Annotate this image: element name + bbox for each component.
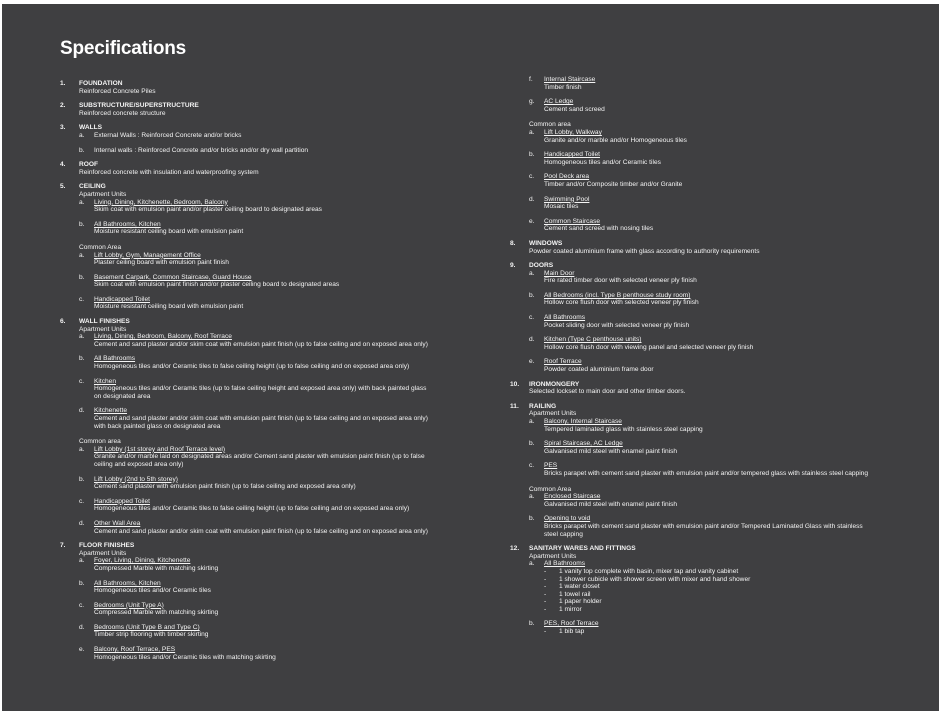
item-text: Timber finish (544, 83, 582, 91)
bullet-text: 1 water closet (559, 583, 600, 591)
item-text: External Walls : Reinforced Concrete and/or bricks (94, 131, 242, 139)
item-letter: e. (529, 358, 535, 366)
section-number: 1. (60, 80, 66, 87)
spec-item (529, 560, 870, 613)
item-text: Cement and sand plaster and/or skim coat with emulsion paint finish (up to false ceiling and on exposed area only) (94, 527, 428, 535)
item-text: Moisture resistant ceiling board with emulsion paint (94, 303, 244, 311)
item-body (94, 498, 430, 513)
spec-item (529, 218, 870, 233)
item-heading: All Bathrooms, Kitchen (94, 220, 161, 228)
bullet-text: 1 shower cubicle with shower screen with mixer and hand shower (559, 575, 751, 583)
item-letter: b. (529, 620, 535, 628)
item-heading: AC Ledge (544, 98, 574, 106)
spec-item (529, 493, 870, 508)
item-heading: Lift Lobby, Gym, Management Office (94, 251, 201, 259)
item-letter: e. (79, 646, 85, 654)
item-heading: Basement Carpark, Common Staircase, Guard House (94, 273, 252, 281)
bullet-line (544, 591, 870, 599)
item-heading: Pool Deck area (544, 173, 590, 181)
spec-item (79, 199, 430, 214)
item-body (94, 355, 430, 370)
spec-item (529, 196, 870, 211)
spec-item (79, 602, 430, 617)
item-letter: c. (79, 377, 85, 385)
specifications-page (2, 4, 939, 711)
spec-item (529, 314, 870, 329)
section-title: SANITARY WARES AND FITTINGS (529, 545, 636, 553)
item-heading: Bedrooms (Unit Type A) (94, 601, 164, 609)
group-label: Common area (79, 438, 121, 446)
item-body (94, 147, 430, 155)
item-text: Internal walls : Reinforced Concrete and/or bricks and/or dry wall partition (94, 146, 309, 154)
section-number: 7. (60, 542, 66, 550)
section-number: 11. (510, 402, 519, 410)
item-heading: Handicapped Toilet (94, 295, 150, 303)
bullet-line (544, 568, 870, 576)
bullet-text: 1 mirror (559, 605, 582, 613)
item-letter: g. (529, 98, 535, 106)
item-text: Homogeneous tiles and/or Ceramic tiles to false ceiling height (up to false ceiling and on exposed area only) (94, 363, 410, 371)
spec-section (510, 262, 870, 374)
item-body (94, 333, 430, 348)
item-text: Homogeneous tiles and/or Ceramic tiles (544, 158, 661, 166)
item-letter: b. (529, 515, 535, 523)
item-body (94, 199, 430, 214)
item-text: Cement and sand plaster and/or skim coat with emulsion paint finish (up to false ceiling and on exposed area only) with back painted glass on designated area (94, 415, 428, 430)
item-body (94, 296, 430, 311)
item-heading: Kitchenette (94, 407, 127, 415)
item-text: Bricks parapet with cement sand plaster with emulsion paint and/or Tempered Laminated Glass with stainless steel capping (544, 522, 863, 538)
group-label: Apartment Units (79, 549, 127, 557)
spec-section (60, 318, 430, 535)
item-body (544, 620, 870, 635)
item-body (94, 476, 430, 491)
item-body (94, 274, 430, 289)
spec-item (79, 221, 430, 236)
spec-item (529, 515, 870, 538)
section-body (529, 381, 870, 396)
item-body (94, 221, 430, 236)
item-text: Hollow core flush door with viewing panel and selected veneer ply finish (544, 343, 754, 351)
item-body (544, 314, 870, 329)
bullet-text: 1 vanity top complete with basin, mixer tap and vanity cabinet (559, 567, 739, 575)
item-text: Homogeneous tiles and/or Ceramic tiles (up to false ceiling height and exposed area only) with back painted glass on designated area (94, 385, 427, 400)
item-letter: a. (529, 418, 535, 425)
section-title: WALLS (79, 124, 103, 132)
item-body (544, 440, 870, 455)
spec-group (79, 550, 430, 662)
spec-section (510, 545, 870, 636)
bullet-text: 1 towel rail (559, 590, 591, 598)
item-letter: d. (79, 519, 85, 527)
spec-item (79, 557, 430, 572)
item-heading: Foyer, Living, Dining, Kitchenette (94, 557, 191, 565)
spec-item (79, 378, 430, 401)
item-text: Timber and/or Composite timber and/or Granite (544, 180, 683, 188)
item-body (94, 407, 430, 430)
item-heading: Swimming Pool (544, 195, 590, 203)
spec-item (529, 151, 870, 166)
spec-section (60, 183, 430, 311)
spec-item (79, 355, 430, 370)
group-label: Apartment Units (79, 325, 127, 333)
section-title: DOORS (529, 262, 554, 270)
bullet-dash: - (544, 567, 547, 575)
section-body (79, 161, 430, 176)
item-letter: b. (79, 273, 85, 281)
spec-item (79, 446, 430, 469)
right-column (510, 76, 870, 643)
spec-item (529, 462, 870, 477)
spec-item (529, 418, 870, 433)
section-body (529, 262, 870, 374)
section-body (79, 183, 430, 311)
section-number: 5. (60, 183, 66, 191)
spec-item (79, 296, 430, 311)
spec-group (529, 486, 870, 539)
section-title: WALL FINISHES (79, 318, 130, 326)
spec-group (529, 410, 870, 477)
bullet-text: 1 bib tap (559, 628, 585, 636)
item-text: Homogeneous tiles and/or Ceramic tiles (94, 587, 211, 595)
spec-item (529, 129, 870, 144)
item-text: Plaster ceiling board with emulsion paint finish (94, 259, 229, 267)
item-body (544, 129, 870, 144)
bullet-dash: - (544, 590, 547, 598)
spec-group (529, 121, 870, 233)
spec-section (510, 240, 870, 255)
item-heading: PES, Roof Terrace (544, 620, 599, 628)
item-text: Cement and sand plaster and/or skim coat with emulsion paint finish (up to false ceiling and on exposed area only) (94, 340, 428, 348)
item-text: Galvanised mild steel with enamel paint finish (544, 447, 678, 455)
item-heading: PES (544, 462, 558, 470)
item-letter: c. (79, 601, 85, 609)
section-title: SUBSTRUCTURE/SUPERSTRUCTURE (79, 102, 199, 110)
item-body (544, 336, 870, 351)
item-heading: Living, Dining, Kitchenette, Bedroom, Balcony (94, 198, 228, 206)
item-heading: Lift Lobby, Walkway (544, 128, 602, 136)
item-letter: c. (79, 295, 85, 303)
item-letter: c. (529, 462, 535, 470)
item-body (544, 218, 870, 233)
item-letter: b. (529, 291, 535, 299)
item-letter: a. (529, 128, 535, 136)
section-number: 12. (510, 545, 520, 553)
section-number: 10. (510, 380, 520, 388)
item-text: Timber strip flooring with timber skirting (94, 631, 209, 639)
item-heading: Common Staircase (544, 217, 601, 225)
group-label: Apartment Units (529, 552, 577, 560)
section-title: IRONMONGERY (529, 380, 580, 388)
item-body (94, 520, 430, 535)
item-letter: a. (529, 493, 535, 501)
section-body (79, 542, 430, 661)
bullet-line (544, 606, 870, 614)
item-heading: Enclosed Staircase (544, 493, 601, 501)
spec-item (79, 624, 430, 639)
item-body (544, 292, 870, 307)
item-letter: f. (529, 76, 533, 83)
item-heading: All Bathrooms (544, 560, 586, 568)
item-body (94, 252, 430, 267)
group-label: Common Area (79, 243, 122, 251)
group-label: Apartment Units (529, 410, 577, 418)
bullet-dash: - (544, 575, 547, 583)
item-text: Fire rated timber door with selected veneer ply finish (544, 277, 697, 285)
item-letter: d. (79, 407, 85, 415)
item-text: Granite and/or marble laid on designated areas and/or Cement sand plaster with emulsion paint finish (up to false ceiling and exposed area only) (94, 453, 425, 468)
item-letter: b. (529, 440, 535, 448)
section-body (79, 102, 430, 117)
spec-item (529, 270, 870, 285)
item-text: Hollow core flush door with selected veneer ply finish (544, 299, 699, 307)
spec-item (529, 173, 870, 188)
item-heading: Bedrooms (Unit Type B and Type C) (94, 623, 200, 631)
item-letter: b. (79, 220, 85, 228)
item-body (544, 196, 870, 211)
item-text: Tempered laminated glass with stainless steel capping (544, 425, 703, 433)
spec-item (79, 333, 430, 348)
item-body (544, 462, 870, 477)
item-body (544, 515, 870, 538)
item-text: Compressed Marble with matching skirting (94, 564, 219, 572)
item-heading: Living, Dining, Bedroom, Balcony, Roof Terrace (94, 333, 232, 341)
item-body (94, 132, 430, 140)
item-heading: Kitchen (Type C penthouse units) (544, 336, 642, 344)
item-body (544, 270, 870, 285)
spec-group (79, 326, 430, 431)
left-column (60, 80, 430, 668)
item-heading: Handicapped Toilet (544, 151, 600, 159)
item-text: Pocket sliding door with selected veneer ply finish (544, 321, 690, 329)
item-heading: Spiral Staircase, AC Ledge (544, 440, 623, 448)
group-label: Common area (529, 121, 571, 129)
section-number: 3. (60, 124, 66, 132)
item-letter: a. (79, 251, 85, 259)
item-body (544, 493, 870, 508)
item-text: Cement sand plaster with emulsion paint finish (up to false ceiling and exposed area only) (94, 483, 356, 491)
item-text: Mosaic tiles (544, 203, 579, 211)
section-body (529, 403, 870, 538)
section-title: CEILING (79, 183, 106, 191)
spec-item (529, 336, 870, 351)
item-heading: Lift Lobby (2nd to 5th storey) (94, 475, 178, 483)
item-letter: c. (79, 497, 85, 505)
item-letter: a. (79, 445, 85, 453)
item-body (544, 358, 870, 373)
section-text: Reinforced concrete structure (79, 109, 166, 117)
item-letter: d. (529, 336, 535, 344)
spec-group (529, 76, 870, 113)
item-heading: All Bathrooms (544, 314, 586, 322)
item-letter: c. (529, 173, 535, 181)
bullet-line (544, 583, 870, 591)
item-letter: b. (79, 475, 85, 483)
item-text: Bricks parapet with cement sand plaster with emulsion paint and/or tempered glass with stainless steel capping (544, 469, 868, 477)
item-letter: a. (79, 557, 85, 565)
section-title: FOUNDATION (79, 80, 123, 87)
bullet-dash: - (544, 605, 547, 613)
spec-item (79, 520, 430, 535)
spec-group (79, 244, 430, 311)
spec-section (510, 76, 870, 233)
section-title: RAILING (529, 402, 557, 410)
section-body (529, 240, 870, 255)
item-body (94, 624, 430, 639)
item-letter: e. (529, 217, 535, 225)
item-heading: Main Door (544, 269, 575, 277)
item-letter: a. (79, 131, 85, 139)
item-heading: Opening to void (544, 515, 591, 523)
item-heading: Internal Staircase (544, 76, 596, 83)
item-text: Galvanised mild steel with enamel paint finish (544, 500, 678, 508)
item-text: Homogeneous tiles and/or Ceramic tiles to false ceiling height (up to false ceiling and on exposed area only) (94, 505, 410, 513)
bullet-dash: - (544, 583, 547, 591)
spec-item (79, 498, 430, 513)
group-label: Common Area (529, 485, 572, 493)
item-body (544, 173, 870, 188)
spec-item (529, 620, 870, 635)
section-text: Reinforced Concrete Piles (79, 87, 156, 95)
bullet-dash: - (544, 598, 547, 606)
item-text: Compressed Marble with matching skirting (94, 609, 219, 617)
section-number: 9. (510, 262, 516, 270)
spec-item (79, 646, 430, 661)
spec-group (529, 270, 870, 374)
item-body (544, 560, 870, 613)
spec-item (79, 252, 430, 267)
spec-item (79, 476, 430, 491)
item-body (544, 98, 870, 113)
item-heading: Kitchen (94, 377, 116, 385)
item-body (94, 378, 430, 401)
section-number: 2. (60, 102, 66, 110)
page-title: Specifications (60, 38, 187, 59)
spec-section (510, 403, 870, 538)
item-letter: b. (79, 146, 85, 154)
section-title: ROOF (79, 161, 99, 169)
spec-section (60, 124, 430, 154)
bullet-line (544, 576, 870, 584)
item-heading: Handicapped Toilet (94, 497, 150, 505)
item-text: Granite and/or marble and/or Homogeneous tiles (544, 136, 687, 144)
spec-item (529, 98, 870, 113)
item-letter: c. (529, 314, 535, 322)
item-letter: d. (79, 623, 85, 631)
section-body (529, 76, 870, 233)
spec-section (510, 381, 870, 396)
item-heading: Balcony, Roof Terrace, PES (94, 646, 176, 654)
spec-section (60, 161, 430, 176)
item-body (94, 580, 430, 595)
item-text: Skim coat with emulsion paint and/or plaster ceiling board to designated areas (94, 206, 322, 214)
spec-item (529, 292, 870, 307)
item-letter: d. (529, 195, 535, 203)
spec-item (79, 132, 430, 140)
section-body (79, 318, 430, 535)
group-label: Apartment Units (79, 190, 127, 198)
bullet-dash: - (544, 628, 547, 636)
item-body (94, 646, 430, 661)
item-text: Cement sand screed (544, 105, 605, 113)
bullet-line (544, 598, 870, 606)
spec-item (529, 76, 870, 91)
item-heading: All Bedrooms (incl. Type B penthouse study room) (544, 291, 691, 299)
item-heading: Roof Terrace (544, 358, 582, 366)
section-title: WINDOWS (529, 239, 563, 247)
section-number: 4. (60, 161, 66, 169)
section-text: Selected lockset to main door and other timber doors. (529, 388, 686, 396)
spec-item (79, 274, 430, 289)
spec-group (79, 191, 430, 236)
section-body (79, 124, 430, 154)
spec-section (60, 542, 430, 661)
item-heading: All Bathrooms (94, 355, 136, 363)
section-number: 6. (60, 318, 66, 326)
item-letter: b. (79, 355, 85, 363)
section-body (79, 80, 430, 95)
item-heading: Balcony, Internal Staircase (544, 418, 622, 425)
spec-group (529, 553, 870, 636)
item-body (544, 418, 870, 433)
section-number (510, 76, 529, 233)
item-heading: Lift Lobby (1st storey and Roof Terrace level) (94, 445, 226, 453)
item-text: Cement sand screed with nosing tiles (544, 225, 654, 233)
item-text: Homogeneous tiles and/or Ceramic tiles with matching skirting (94, 653, 276, 661)
spec-group (79, 438, 430, 535)
item-heading: All Bathrooms, Kitchen (94, 579, 161, 587)
bullet-line (544, 628, 870, 636)
section-text: Powder coated aluminium frame with glass according to authority requirements (529, 247, 760, 255)
item-body (94, 446, 430, 469)
spec-item (79, 580, 430, 595)
bullet-text: 1 paper holder (559, 598, 602, 606)
item-letter: b. (79, 579, 85, 587)
item-body (544, 76, 870, 91)
item-text: Powder coated aluminium frame door (544, 366, 654, 374)
spec-section (60, 80, 430, 95)
item-body (94, 602, 430, 617)
item-letter: b. (529, 151, 535, 159)
item-letter: a. (529, 269, 535, 277)
item-text: Moisture resistant ceiling board with emulsion paint (94, 228, 244, 236)
section-title: FLOOR FINISHES (79, 542, 135, 550)
item-heading: Other Wall Area (94, 519, 141, 527)
spec-item (79, 147, 430, 155)
section-body (529, 545, 870, 636)
spec-item (79, 407, 430, 430)
item-body (94, 557, 430, 572)
item-text: Skim coat with emulsion paint finish and/or plaster ceiling board to designated areas (94, 281, 340, 289)
item-letter: a. (79, 333, 85, 341)
item-letter: a. (529, 560, 535, 568)
spec-section (60, 102, 430, 117)
spec-item (529, 358, 870, 373)
item-letter: a. (79, 198, 85, 206)
section-text: Reinforced concrete with insulation and waterproofing system (79, 168, 259, 176)
section-number: 8. (510, 239, 516, 247)
item-body (544, 151, 870, 166)
spec-group (79, 132, 430, 154)
spec-item (529, 440, 870, 455)
